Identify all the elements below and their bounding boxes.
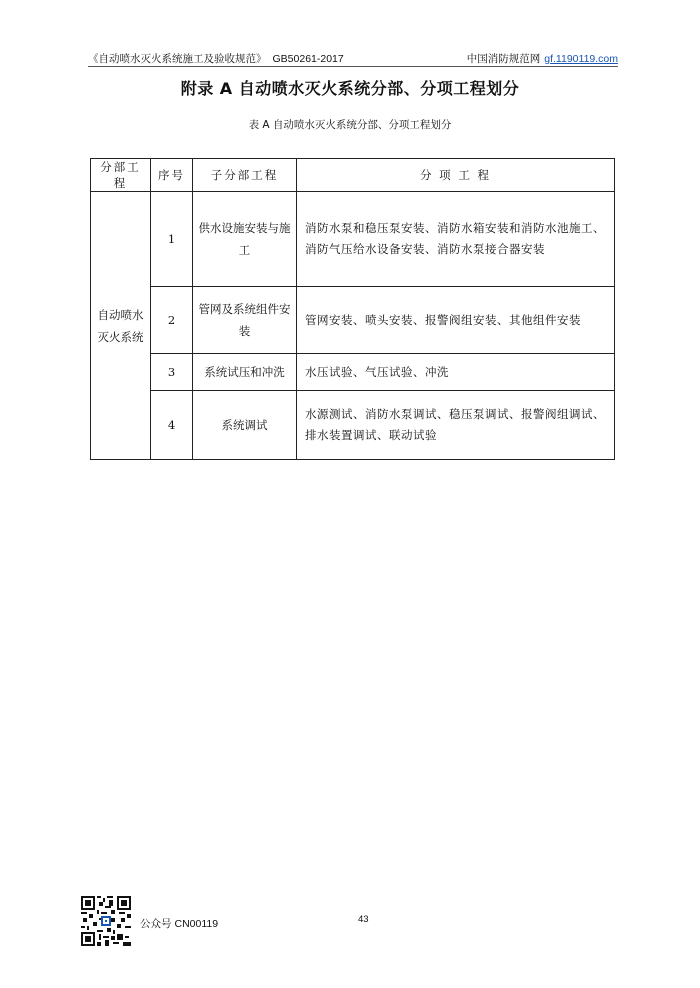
table-row: [91, 287, 615, 354]
row-number: 2: [151, 287, 193, 354]
header-site-name: 中国消防规范网: [466, 53, 541, 65]
row-items: 消防水泵和稳压泵安装、消防水箱安装和消防水池施工、消防气压给水设备安装、消防水泵接合器安装: [297, 192, 615, 287]
row-items: 水压试验、气压试验、冲洗: [297, 354, 615, 391]
table-caption: 表 A 自动喷水灭火系统分部、分项工程划分: [248, 119, 452, 131]
table-header-row: [91, 159, 615, 192]
header-left: [88, 51, 344, 66]
table-row: [91, 354, 615, 391]
row-items: 水源测试、消防水泵调试、稳压泵调试、报警阀组调试、排水装置调试、联动试验: [297, 391, 615, 460]
table-row: [91, 192, 615, 287]
row-items: 管网安装、喷头安装、报警阀组安装、其他组件安装: [297, 287, 615, 354]
row-sub-division: 系统试压和冲洗: [193, 354, 297, 391]
row-number: 3: [151, 354, 193, 391]
header-site-link[interactable]: gf.1190119.com: [544, 53, 618, 65]
header-doc-code: GB50261-2017: [272, 53, 344, 65]
wechat-account: [140, 916, 218, 931]
table-row: [91, 391, 615, 460]
row-sub-division: 系统调试: [193, 391, 297, 460]
header-right: [467, 51, 618, 66]
appendix-title: 附录 A 自动喷水灭火系统分部、分项工程划分: [180, 79, 520, 98]
page-header: [88, 50, 618, 67]
header-items: 分 项 工 程: [297, 159, 615, 192]
qr-code-icon: [81, 896, 131, 946]
division-cell: 自动喷水灭火系统: [91, 192, 151, 460]
row-sub-division: 供水设施安装与施工: [193, 192, 297, 287]
header-sub-division: 子分部工程: [193, 159, 297, 192]
row-number: 1: [151, 192, 193, 287]
division-table: [90, 158, 615, 460]
header-number: 序号: [151, 159, 193, 192]
header-division: 分部工程: [91, 159, 151, 192]
header-doc-title: 《自动喷水灭火系统施工及验收规范》: [88, 53, 267, 65]
account-label: 公众号: [140, 918, 172, 930]
page-number: 43: [358, 914, 369, 925]
row-sub-division: 管网及系统组件安装: [193, 287, 297, 354]
account-code: CN00119: [174, 918, 219, 930]
row-number: 4: [151, 391, 193, 460]
